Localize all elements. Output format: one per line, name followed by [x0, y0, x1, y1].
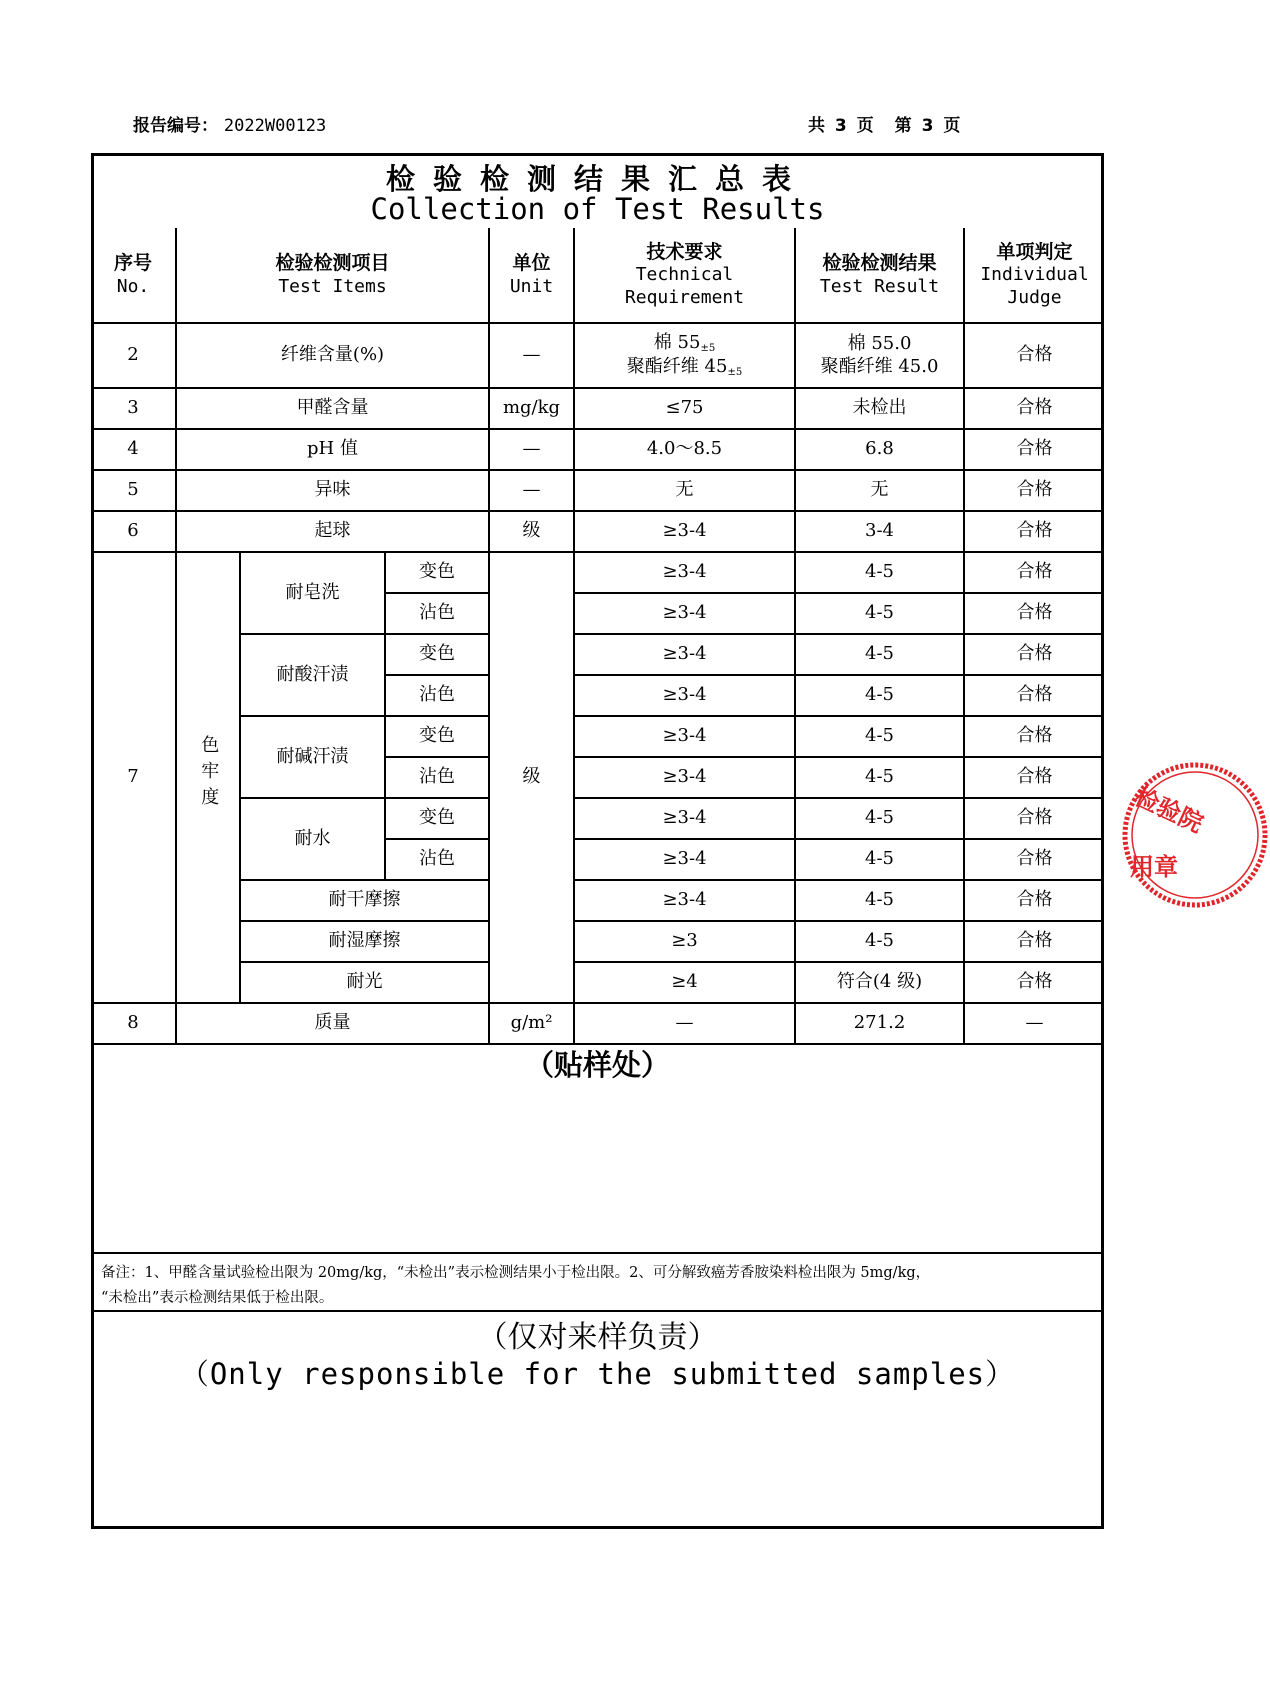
sub-aspect: 变色 [385, 716, 489, 757]
req-polyester [575, 356, 794, 380]
col-items-en: Test Items [278, 275, 387, 297]
row-requirement: 无 [574, 470, 795, 511]
row-no: 4 [91, 429, 176, 470]
row-requirement: ≥3-4 [574, 675, 795, 716]
table-title-cn: 检验检测结果汇总表 [385, 162, 809, 196]
row-requirement: ≥3-4 [574, 798, 795, 839]
row-result: 4-5 [795, 880, 964, 921]
table-row [91, 388, 1104, 429]
row-result: 未检出 [795, 388, 964, 429]
col-judge-header [964, 228, 1104, 323]
row-item: 甲醛含量 [176, 388, 489, 429]
row-judge: — [964, 1003, 1104, 1044]
row-unit: — [489, 429, 574, 470]
sub-aspect: 沾色 [385, 839, 489, 880]
sub-aspect: 沾色 [385, 757, 489, 798]
col-unit-en: Unit [509, 275, 554, 297]
row-requirement [574, 323, 795, 388]
responsibility-cn: （仅对来样负责） [477, 1320, 718, 1355]
note [101, 1261, 1101, 1311]
sub-item-soap: 耐皂洗 [240, 552, 385, 634]
row-judge: 合格 [964, 429, 1104, 470]
row-result: 4-5 [795, 757, 964, 798]
colour-fastness-label: 色牢度 [198, 735, 220, 814]
req-polyester-tol: ±5 [727, 366, 743, 378]
responsibility-en: （Only responsible for the submitted samples） [179, 1357, 1016, 1391]
row-result: 4-5 [795, 716, 964, 757]
header-row [91, 228, 1104, 323]
row-judge: 合格 [964, 470, 1104, 511]
req-cotton-tol: ±5 [700, 343, 716, 354]
row-result: 271.2 [795, 1003, 964, 1044]
col-judge-en1: Individual [980, 264, 1089, 286]
row-judge: 合格 [964, 552, 1104, 593]
sub-aspect: 变色 [385, 552, 489, 593]
sub-aspect: 沾色 [385, 675, 489, 716]
row-result [795, 323, 964, 388]
colour-fastness-group [176, 552, 240, 1003]
note-divider [91, 1252, 1104, 1254]
col-result-en: Test Result [819, 275, 940, 297]
row-result: 4-5 [795, 552, 964, 593]
table-row [91, 1003, 1104, 1044]
row-unit: 级 [489, 511, 574, 552]
row-result: 4-5 [795, 634, 964, 675]
row-requirement: ≥3 [574, 921, 795, 962]
row-requirement: ≥3-4 [574, 839, 795, 880]
col-no-en: No. [116, 275, 150, 297]
note-line-2: “未检出”表示检测结果低于检出限。 [101, 1290, 334, 1306]
row-requirement: ≥4 [574, 962, 795, 1003]
sub-item-dry-rub: 耐干摩擦 [240, 880, 489, 921]
row-item: 纤维含量(%) [176, 323, 489, 388]
row-no: 8 [91, 1003, 176, 1044]
req-cotton [575, 332, 794, 356]
row-result: 符合(4 级) [795, 962, 964, 1003]
row-unit: 级 [489, 552, 574, 1003]
row-result: 6.8 [795, 429, 964, 470]
row-requirement: ≥3-4 [574, 716, 795, 757]
table-row [91, 798, 1104, 839]
row-requirement: ≥3-4 [574, 757, 795, 798]
sub-item-wet-rub: 耐湿摩擦 [240, 921, 489, 962]
row-judge: 合格 [964, 716, 1104, 757]
row-no: 5 [91, 470, 176, 511]
row-judge: 合格 [964, 511, 1104, 552]
results-table [91, 228, 1104, 1045]
col-unit-cn: 单位 [512, 251, 551, 274]
row-no: 3 [91, 388, 176, 429]
note-line-1: 备注：1、甲醛含量试验检出限为 20mg/kg，“未检出”表示检测结果小于检出限。2、可分解致癌芳香胺染料检出限为 5mg/kg， [101, 1265, 931, 1281]
sub-item-acid: 耐酸汗渍 [240, 634, 385, 716]
table-row [91, 552, 1104, 593]
table-row [91, 634, 1104, 675]
col-no-header [91, 228, 176, 323]
col-judge-en2: Judge [1007, 286, 1062, 308]
row-result: 4-5 [795, 675, 964, 716]
table-row [91, 429, 1104, 470]
sample-area-label: （贴样处） [524, 1048, 670, 1082]
table-row [91, 716, 1104, 757]
col-no-cn: 序号 [113, 251, 152, 274]
table-row [91, 962, 1104, 1003]
row-item: pH 值 [176, 429, 489, 470]
col-items-cn: 检验检测项目 [275, 251, 390, 274]
sub-item-light: 耐光 [240, 962, 489, 1003]
seal-text-top: 检验院 [1130, 782, 1208, 839]
row-result: 无 [795, 470, 964, 511]
row-judge: 合格 [964, 757, 1104, 798]
row-judge: 合格 [964, 798, 1104, 839]
row-judge: 合格 [964, 634, 1104, 675]
row-no: 7 [91, 552, 176, 1003]
row-item: 质量 [176, 1003, 489, 1044]
row-judge: 合格 [964, 962, 1104, 1003]
req-polyester-value: 聚酯纤维 45 [626, 355, 728, 377]
sub-item-water: 耐水 [240, 798, 385, 880]
row-requirement: — [574, 1003, 795, 1044]
col-unit-header [489, 228, 574, 323]
row-requirement: ≥3-4 [574, 634, 795, 675]
row-unit: g/m² [489, 1003, 574, 1044]
official-seal-icon [1120, 760, 1270, 910]
report-number-label: 报告编号： [133, 116, 218, 136]
res-cotton: 棉 55.0 [847, 333, 912, 354]
row-no: 6 [91, 511, 176, 552]
row-result: 4-5 [795, 593, 964, 634]
row-result: 4-5 [795, 921, 964, 962]
row-unit: mg/kg [489, 388, 574, 429]
col-req-header [574, 228, 795, 323]
table-row [91, 511, 1104, 552]
sub-aspect: 沾色 [385, 593, 489, 634]
table-row [91, 323, 1104, 388]
col-items-header [176, 228, 489, 323]
row-no: 2 [91, 323, 176, 388]
row-item: 起球 [176, 511, 489, 552]
row-item: 异味 [176, 470, 489, 511]
row-requirement: ≥3-4 [574, 593, 795, 634]
row-requirement: ≥3-4 [574, 552, 795, 593]
res-polyester: 聚酯纤维 45.0 [820, 355, 939, 377]
row-unit: — [489, 470, 574, 511]
table-row [91, 880, 1104, 921]
col-req-cn: 技术要求 [646, 240, 723, 263]
row-result: 3-4 [795, 511, 964, 552]
row-result: 4-5 [795, 798, 964, 839]
row-requirement: ≥3-4 [574, 880, 795, 921]
row-judge: 合格 [964, 323, 1104, 388]
row-judge: 合格 [964, 675, 1104, 716]
table-row [91, 470, 1104, 511]
req-cotton-value: 棉 55 [653, 332, 701, 353]
sub-aspect: 变色 [385, 634, 489, 675]
row-requirement: 4.0～8.5 [574, 429, 795, 470]
report-number [133, 111, 326, 136]
table-row [91, 921, 1104, 962]
col-judge-cn: 单项判定 [996, 240, 1073, 263]
row-judge: 合格 [964, 921, 1104, 962]
row-judge: 合格 [964, 839, 1104, 880]
table-title-en: Collection of Test Results [370, 192, 825, 226]
page-info: 共 3 页 第 3 页 [808, 116, 963, 136]
col-result-header [795, 228, 964, 323]
row-judge: 合格 [964, 388, 1104, 429]
row-judge: 合格 [964, 880, 1104, 921]
seal-text-bottom: 用章 [1130, 853, 1178, 881]
col-req-en2: Requirement [624, 286, 745, 308]
sub-item-alkali: 耐碱汗渍 [240, 716, 385, 798]
col-result-cn: 检验检测结果 [822, 251, 937, 274]
row-unit: — [489, 323, 574, 388]
row-judge: 合格 [964, 593, 1104, 634]
row-requirement: ≤75 [574, 388, 795, 429]
col-req-en1: Technical [635, 264, 734, 286]
row-requirement: ≥3-4 [574, 511, 795, 552]
sub-aspect: 变色 [385, 798, 489, 839]
row-result: 4-5 [795, 839, 964, 880]
report-number-value: 2022W00123 [223, 116, 327, 136]
